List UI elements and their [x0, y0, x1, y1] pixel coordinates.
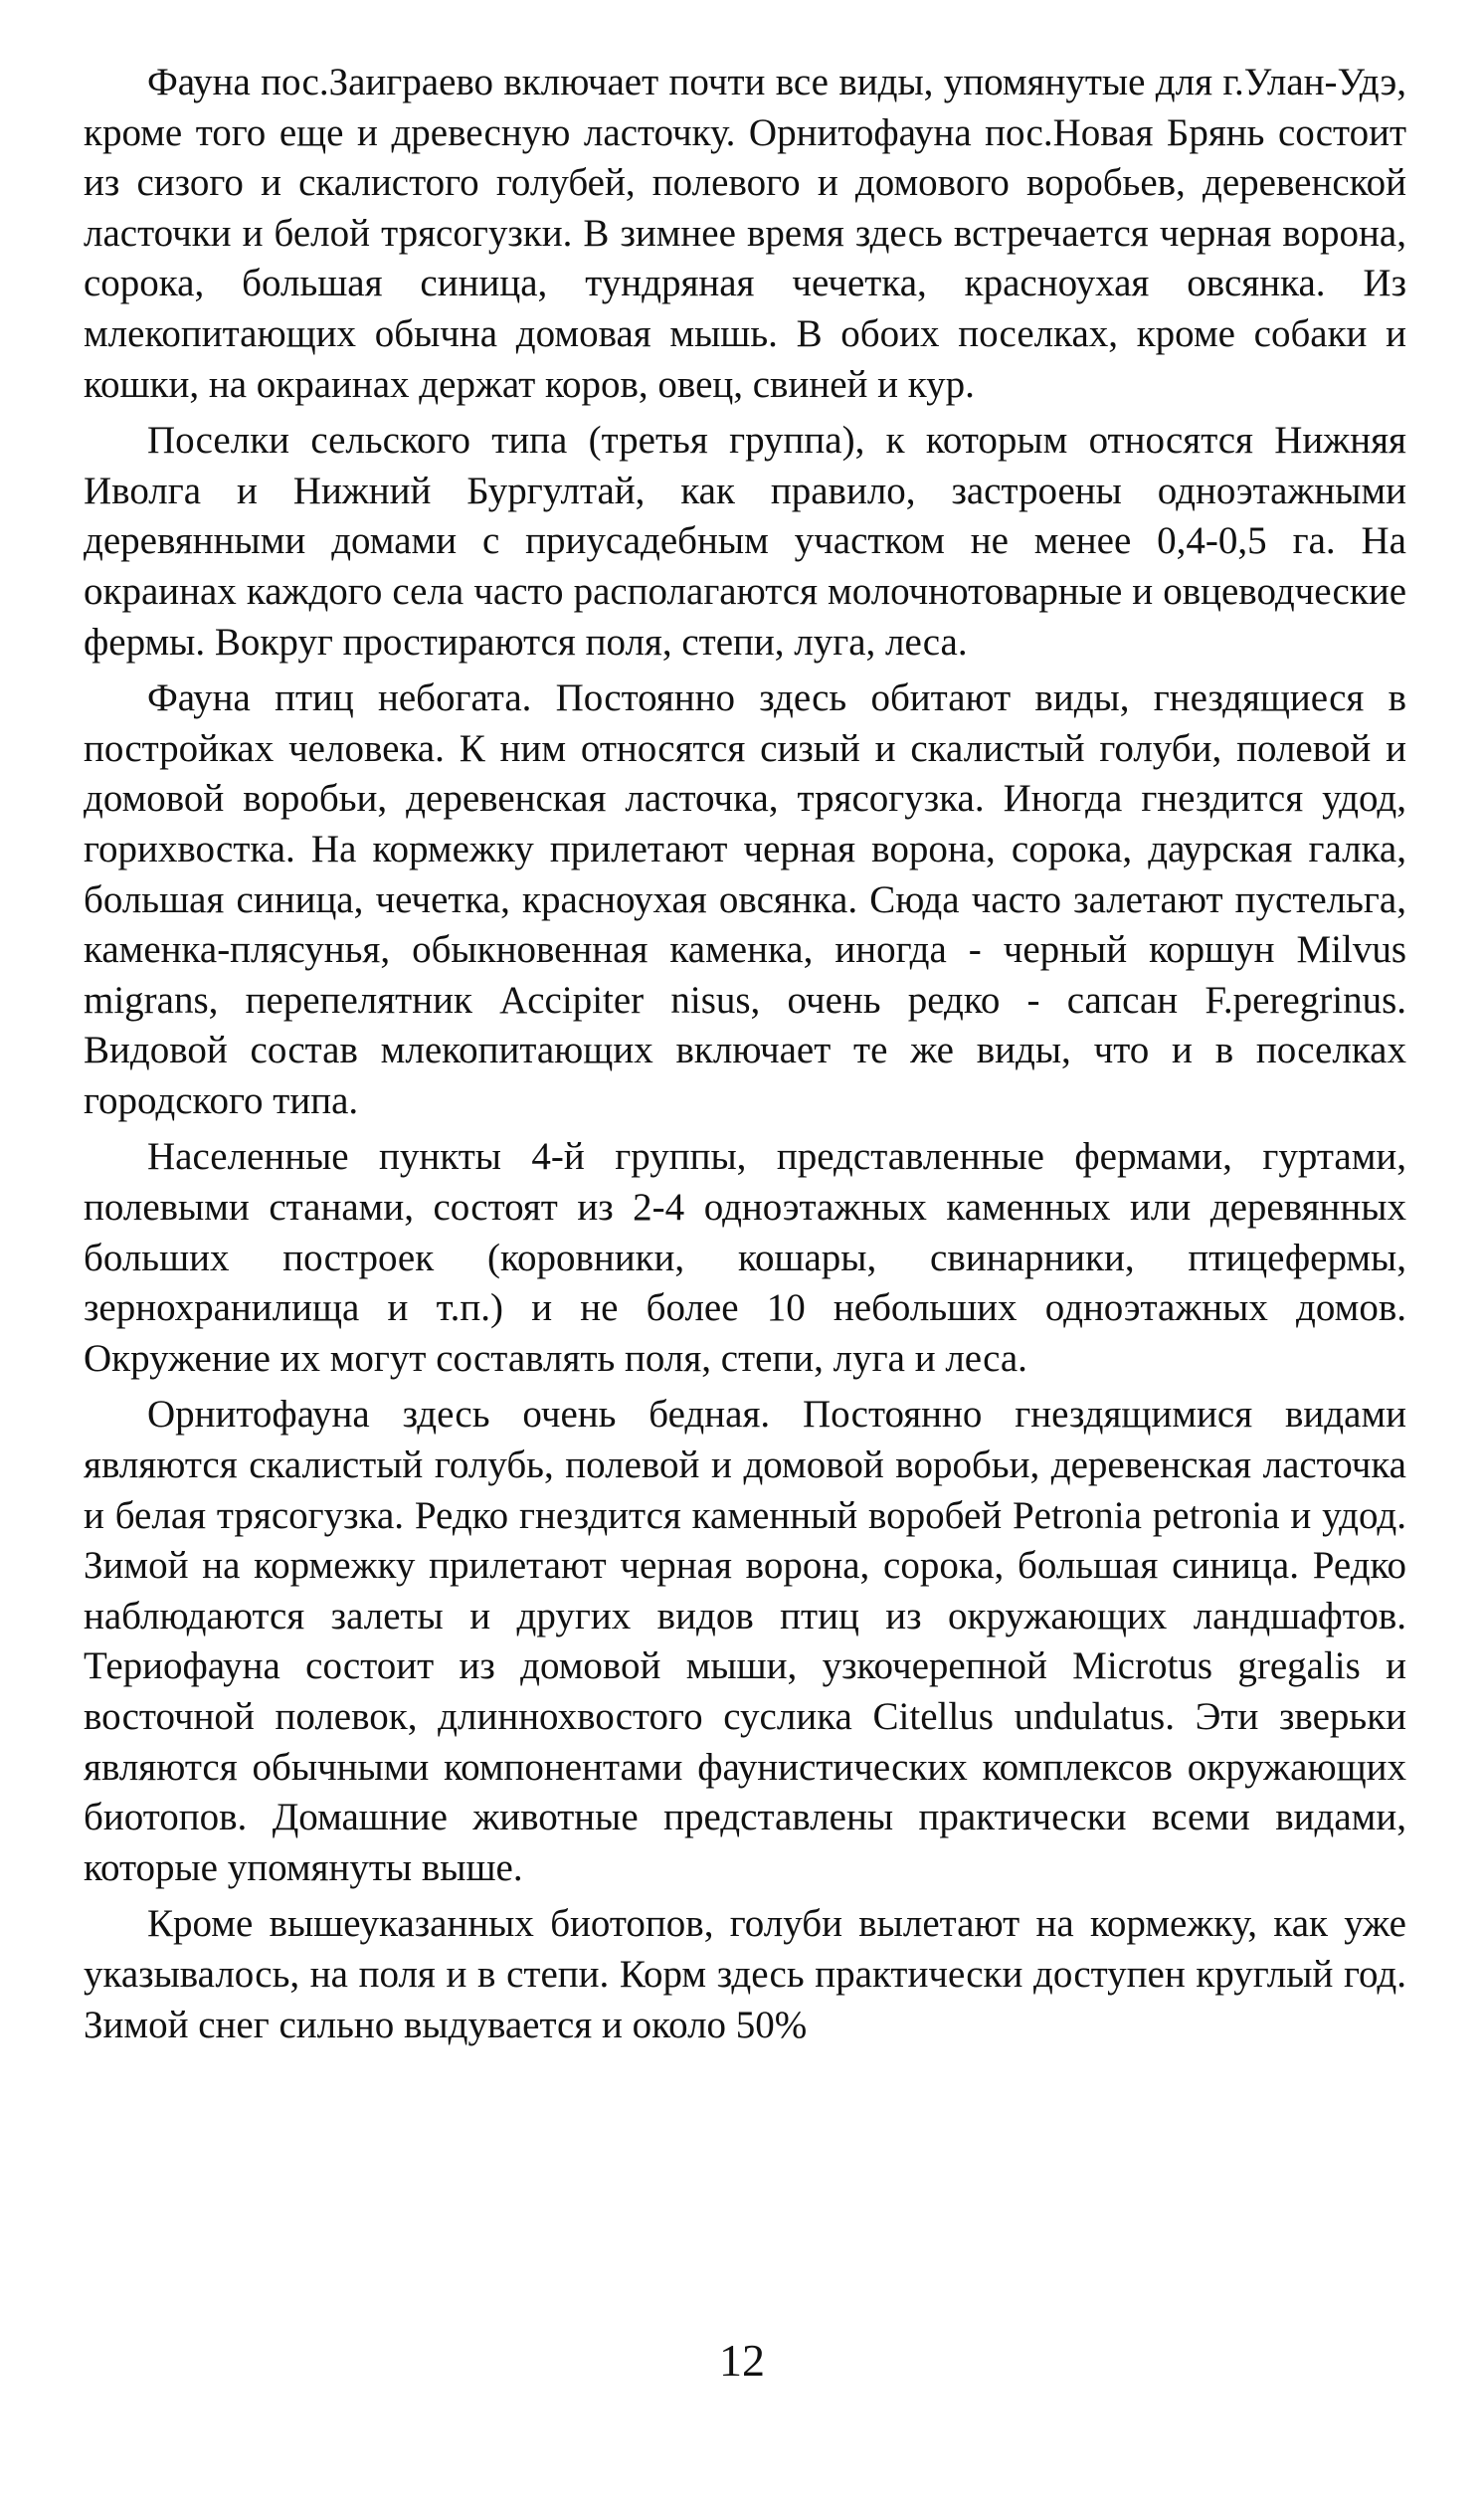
page-number: 12 — [719, 2335, 765, 2386]
paragraph-ornithofauna-poor: Орнитофауна здесь очень бедная. Постоянно гнездящимися видами являются скалистый голубь, полевой и домовой воробьи, деревенская ласточка и белая трясогузка. Редко гнездится каменный воробей Petronia petronia и удод. Зимой на кормежку прилетают черная ворона, сорока, большая синица. Редко наблюдаются залеты и других видов птиц из окружающих ландшафтов. Териофауна состоит из домовой мыши, узкочерепной Microtus gregalis и восточной полевок, длиннохвостого суслика Citellus undulatus. Эти зверьки являются обычными компонентами фаунистических комплексов окружающих биотопов. Домашние животные представлены практически всеми видами, которые упомянуты выше. — [84, 1393, 1406, 1889]
paragraph-group-four-settlements: Населенные пункты 4-й группы, представленные фермами, гуртами, полевыми станами, состоят из 2-4 одноэтажных каменных или деревянных больших построек (коровники, кошары, свинарники, птицефермы, зернохранилища и т.п.) и не более 10 небольших одноэтажных домов. Окружение их могут составлять поля, степи, луга и леса. — [84, 1135, 1406, 1380]
paragraph-zaigraevo-fauna: Фауна пос.Заиграево включает почти все виды, упомянутые для г.Улан-Удэ, кроме того еще и древесную ласточку. Орнитофауна пос.Новая Брянь состоит из сизого и скалистого голубей, полевого и домового воробьев, деревенской ласточки и белой трясогузки. В зимнее время здесь встречается черная ворона, сорока, большая синица, тундряная чечетка, красноухая овсянка. Из млекопитающих обычна домовая мышь. В обоих поселках, кроме собаки и кошки, на окраинах держат коров, овец, свиней и кур. — [84, 61, 1406, 406]
paragraph-bird-fauna: Фауна птиц небогата. Постоянно здесь обитают виды, гнездящиеся в постройках человека. К ним относятся сизый и скалистый голуби, полевой и домовой воробьи, деревенская ласточка, трясогузка. Иногда гнездится удод, горихвостка. На кормежку прилетают черная ворона, сорока, даурская галка, большая синица, чечетка, красноухая овсянка. Сюда часто залетают пустельга, каменка-плясунья, обыкновенная каменка, иногда - черный коршун Milvus migrans, перепелятник Accipiter nisus, очень редко - сапсан F.peregrinus. Видовой состав млекопитающих включает те же виды, что и в поселках городского типа. — [84, 676, 1406, 1122]
document-page — [84, 58, 1406, 2056]
paragraph-pigeon-feeding: Кроме вышеуказанных биотопов, голуби вылетают на кормежку, как уже указывалось, на поля и в степи. Корм здесь практически доступен круглый год. Зимой снег сильно выдувается и около 50% — [84, 1902, 1406, 2046]
paragraph-rural-settlements: Поселки сельского типа (третья группа), к которым относятся Нижняя Иволга и Нижний Бургултай, как правило, застроены одноэтажными деревянными домами с приусадебным участком не менее 0,4-0,5 га. На окраинах каждого села часто располагаются молочнотоварные и овцеводческие фермы. Вокруг простираются поля, степи, луга, леса. — [84, 419, 1406, 664]
